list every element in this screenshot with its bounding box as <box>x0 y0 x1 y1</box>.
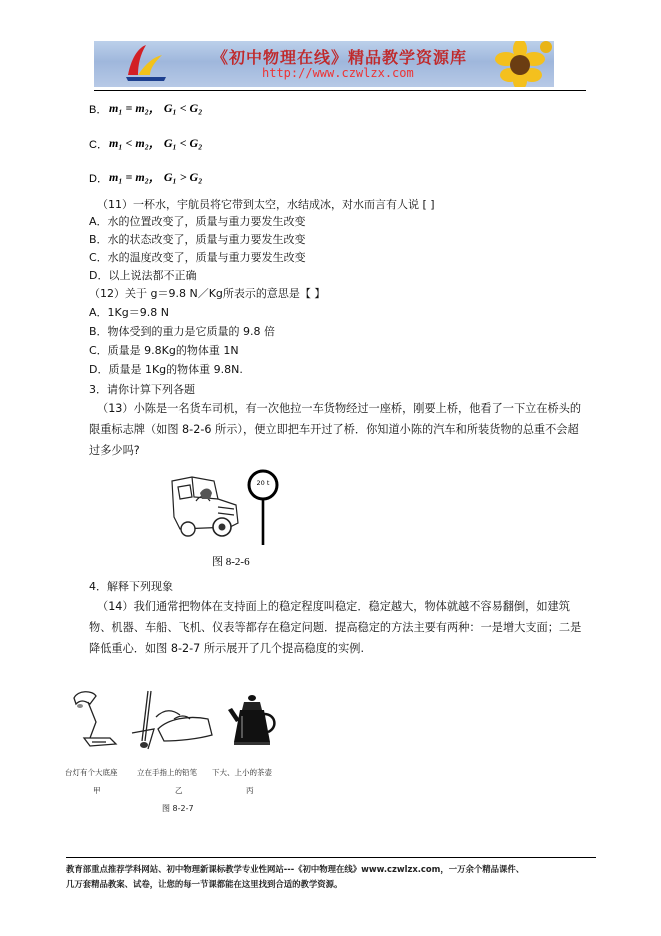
option-b <box>89 101 203 117</box>
pencil-on-finger-illustration <box>128 689 218 755</box>
banner-title: 《初中物理在线》精品教学资源库 <box>212 48 468 67</box>
q11-option-a: A．水的位置改变了，质量与重力要发生改变 <box>89 215 306 228</box>
q12-stem: （12）关于 g＝9.8 N／Kg所表示的意思是【 】 <box>89 287 326 300</box>
tag-yi: 乙 <box>175 786 183 795</box>
header-banner <box>94 41 554 87</box>
section4-heading: 4．解释下列现象 <box>89 580 173 593</box>
banner-url: http://www.czwlzx.com <box>262 66 414 80</box>
q12-option-c: C．质量是 9.8Kg的物体重 1N <box>89 344 239 357</box>
q12-option-b: B．物体受到的重力是它质量的 9.8 倍 <box>89 325 276 338</box>
q13-text: （13）小陈是一名货车司机，有一次他拉一车货物经过一座桥，刚要上桥，他看了一下立在桥头的限重标志牌（如图 8-2-6 所示），便立即把车开过了桥．你知道小陈的汽车和所装货物的总重不会超过多少吗? <box>89 402 582 457</box>
option-d <box>89 170 203 186</box>
footer-line-2: 几万套精品教案、试卷，让您的每一节课都能在这里找到合适的教学资源。 <box>66 879 343 889</box>
q11-option-d: D．以上说法都不正确 <box>89 269 197 282</box>
q14-text: （14）我们通常把物体在支持面上的稳定程度叫稳定．稳定越大，物体就越不容易翻倒，如建筑物、机器、车船、飞机、仪表等都存在稳定问题．提高稳定的方法主要有两种：一是增大支面；二是降低重心．如图 8-2-7 所示展开了几个提高稳度的实例. <box>89 600 582 655</box>
q11-option-b: B．水的状态改变了，质量与重力要发生改变 <box>89 233 306 246</box>
option-label: C． <box>89 139 108 151</box>
option-formula: m₁ < m₂， G₁ < G₂ <box>109 136 203 150</box>
q11-option-c: C．水的温度改变了，质量与重力要发生改变 <box>89 251 306 264</box>
desk-lamp-illustration <box>70 688 122 750</box>
option-label: B． <box>89 104 108 116</box>
caption-pencil: 立在手指上的铅笔 <box>137 768 197 777</box>
tag-bing: 丙 <box>246 786 254 795</box>
figure-8-2-7-caption: 图 8-2-7 <box>162 804 194 813</box>
footer-rule <box>66 857 596 858</box>
teapot-illustration <box>226 692 280 750</box>
section3-heading: 3．请你计算下列各题 <box>89 383 195 396</box>
truck-illustration <box>170 473 242 545</box>
sunflower-icon <box>484 41 554 87</box>
footer-line-1: 教育部重点推荐学科网站、初中物理新课标教学专业性网站---《初中物理在线》www.czwlzx.com，一万余个精品课件、 <box>66 864 525 874</box>
option-formula: m₁ = m₂， G₁ < G₂ <box>109 101 203 115</box>
option-label: D． <box>89 173 108 185</box>
tag-jia: 甲 <box>93 786 101 795</box>
sign-text: 20 t <box>256 479 270 487</box>
q11-stem: （11）一杯水，宇航员将它带到太空，水结成冰，对水而言有人说 [ ] <box>97 198 435 211</box>
option-c <box>89 136 203 152</box>
q12-option-d: D．质量是 1Kg的物体重 9.8N. <box>89 363 243 376</box>
header-rule <box>94 90 586 91</box>
caption-lamp: 台灯有个大底座 <box>65 768 118 777</box>
q12-option-a: A．1Kg＝9.8 N <box>89 306 169 319</box>
logo-icon <box>116 41 176 87</box>
figure-8-2-6-caption: 图 8-2-6 <box>212 556 250 568</box>
option-formula: m₁ = m₂， G₁ > G₂ <box>109 170 203 184</box>
caption-teapot: 下大、上小的茶壶 <box>212 768 272 777</box>
